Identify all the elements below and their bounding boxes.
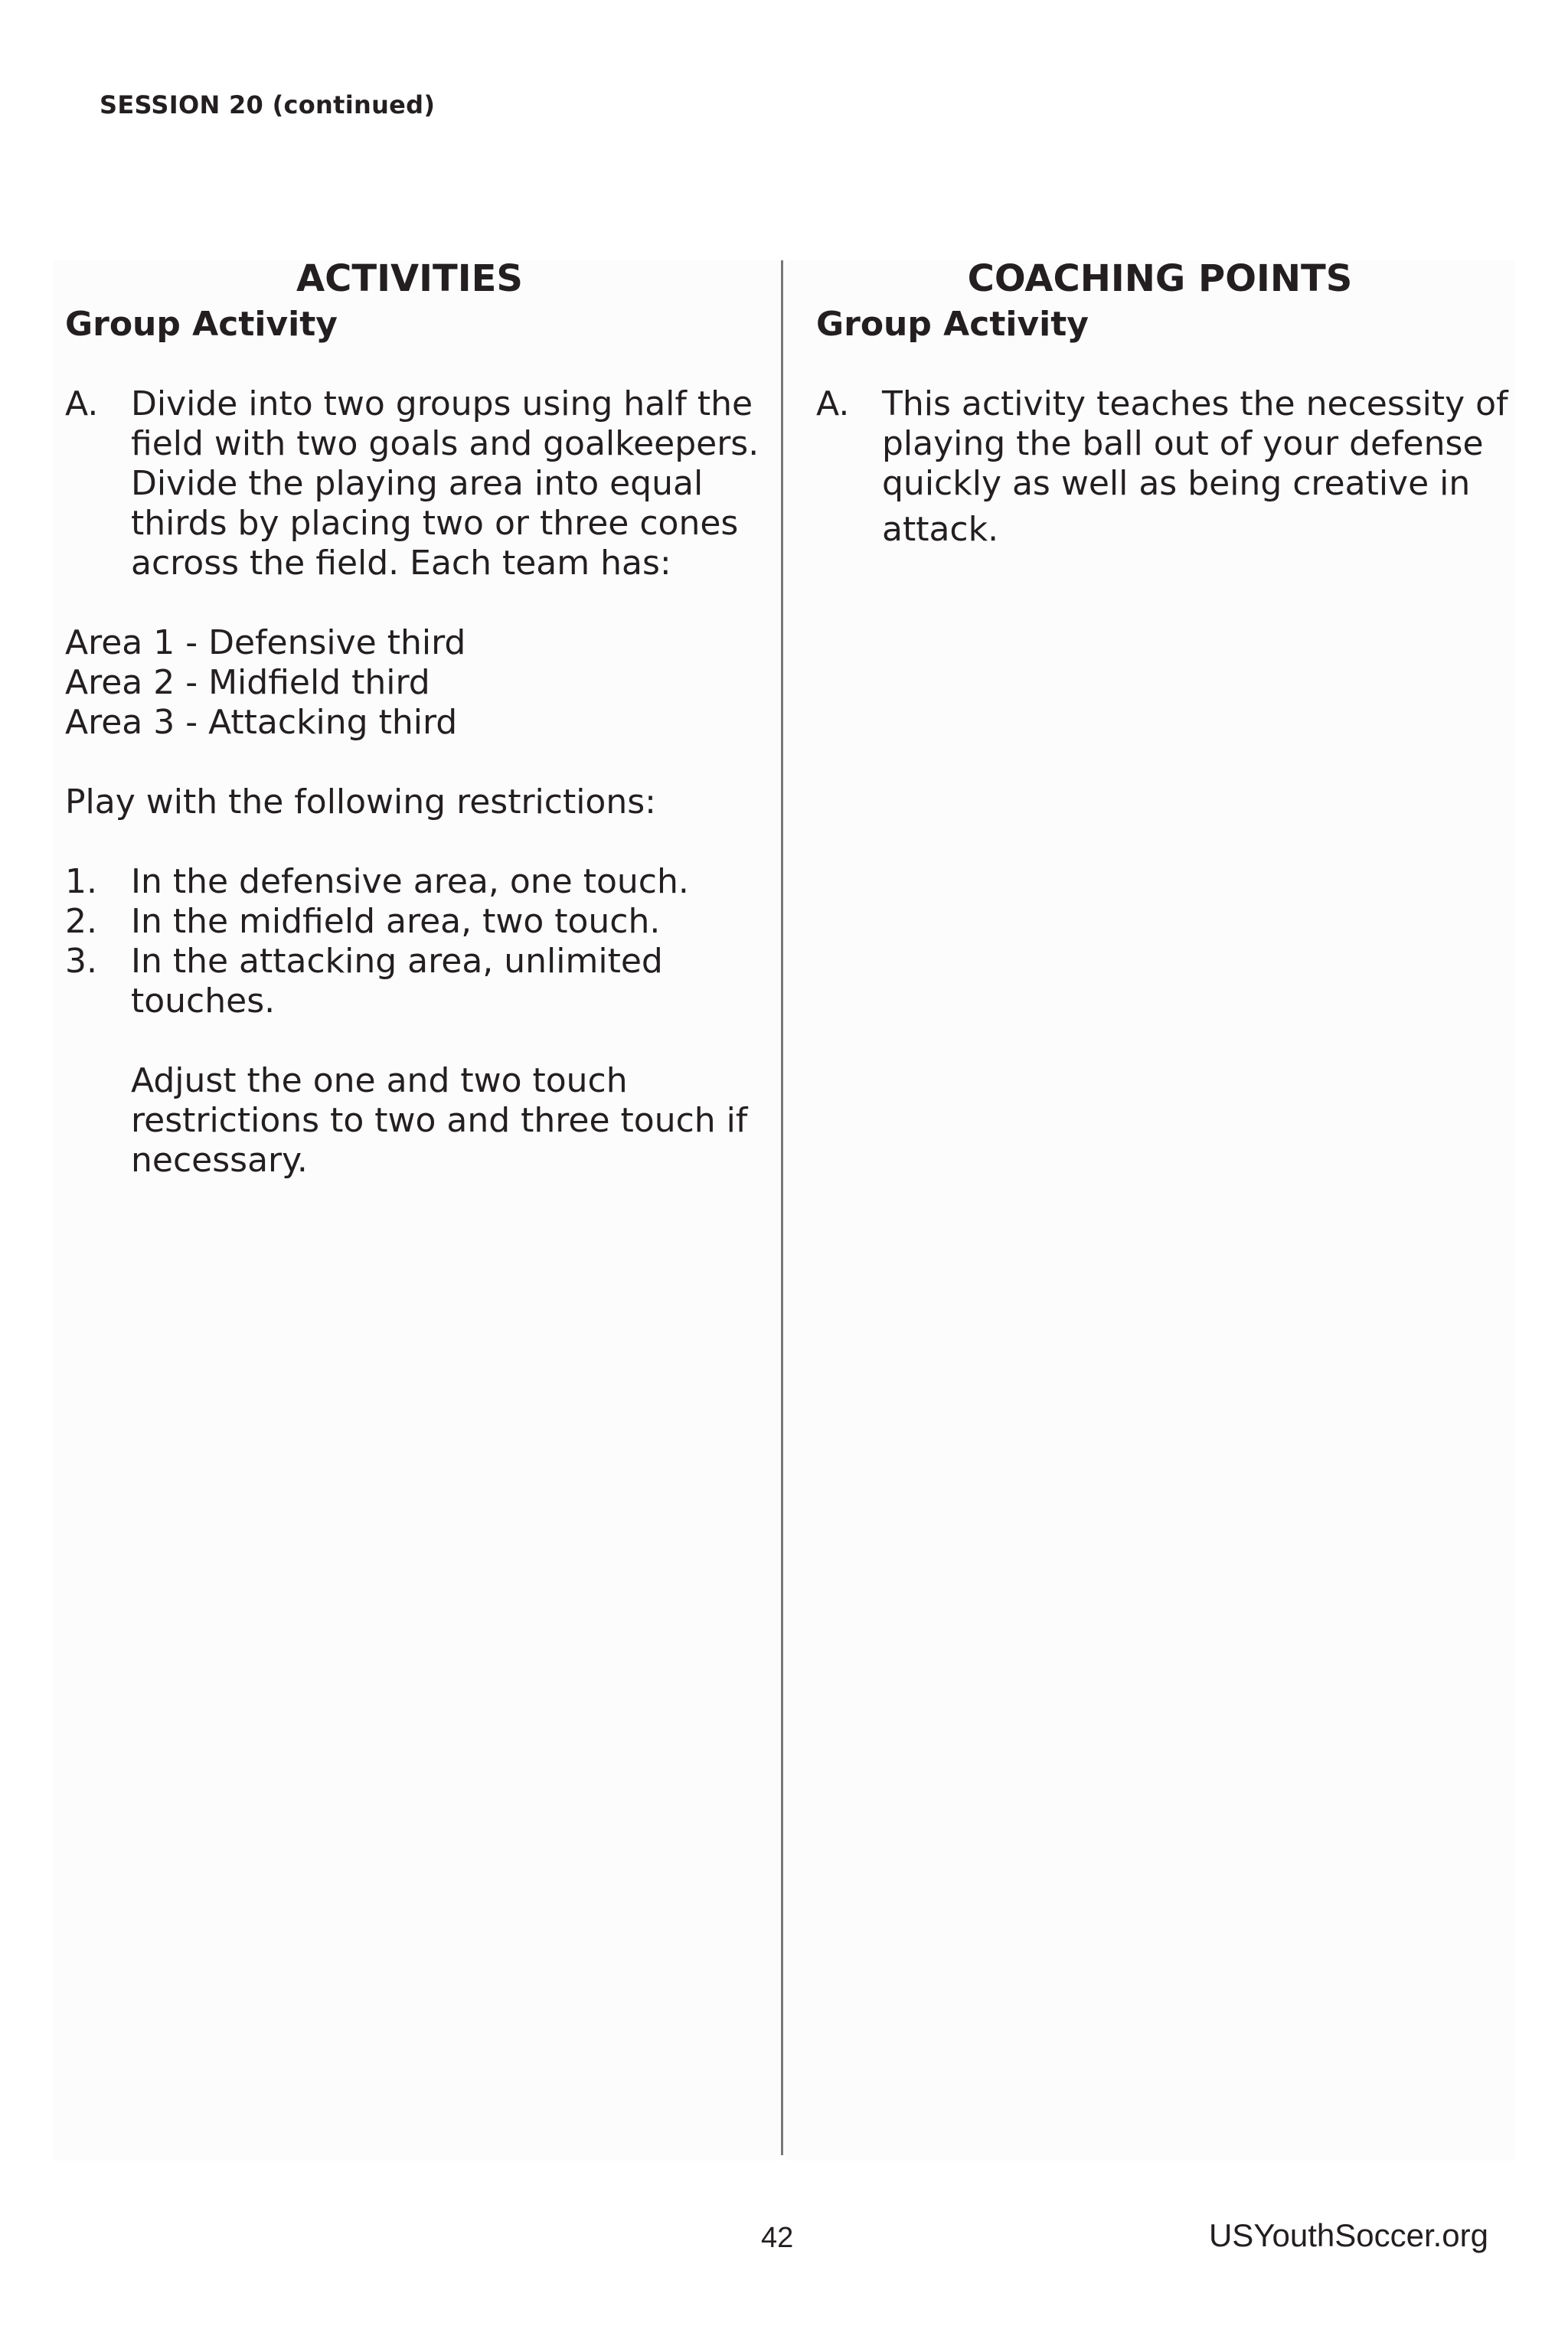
coaching-points-subtitle: Group Activity [816,305,1089,344]
restrictions-intro: Play with the following restrictions: [65,782,656,822]
adjust-line: Adjust the one and two touch [131,1061,628,1100]
item-marker: 3. [65,942,97,981]
adjust-line: restrictions to two and three touch if [131,1101,748,1140]
activity-line: field with two goals and goalkeepers. [131,424,760,463]
session-header: SESSION 20 (continued) [100,90,436,119]
restriction-line: touches. [131,982,276,1021]
restriction-line: In the attacking area, unlimited [131,942,663,981]
activity-line: Divide into two groups using half the [131,384,753,423]
page-number: 42 [761,2222,794,2254]
activities-subtitle: Group Activity [65,305,338,344]
item-marker: A. [65,384,99,423]
restriction-item [65,942,689,1021]
column-divider [781,260,783,2155]
adjust-note [131,1061,747,1181]
restrictions-list [65,862,689,1021]
coaching-line: quickly as well as being creative in [882,464,1471,503]
restriction-line: In the midfield area, two touch. [131,902,661,941]
activities-title: ACTIVITIES [296,257,523,300]
adjust-line: necessary. [131,1141,308,1180]
item-marker: 2. [65,902,97,941]
coaching-item-a [816,384,1508,550]
areas-list [65,623,466,743]
area-item: Area 1 - Defensive third [65,623,466,662]
area-item: Area 2 - Midfield third [65,663,430,702]
coaching-line: This activity teaches the necessity of [882,384,1508,423]
activity-line: Divide the playing area into equal [131,464,704,503]
activity-item-a [65,384,759,583]
area-item: Area 3 - Attacking third [65,703,458,742]
footer-website: USYouthSoccer.org [1208,2217,1488,2253]
coaching-line: playing the ball out of your defense [882,424,1484,463]
item-marker: A. [816,384,850,423]
restriction-item [65,862,689,902]
coaching-points-title: COACHING POINTS [967,257,1353,300]
item-marker: 1. [65,862,97,901]
activity-line: across the field. Each team has: [131,544,671,583]
activity-line: thirds by placing two or three cones [131,504,739,543]
restriction-line: In the defensive area, one touch. [131,862,689,901]
coaching-line: attack. [882,510,999,549]
restriction-item [65,902,689,942]
